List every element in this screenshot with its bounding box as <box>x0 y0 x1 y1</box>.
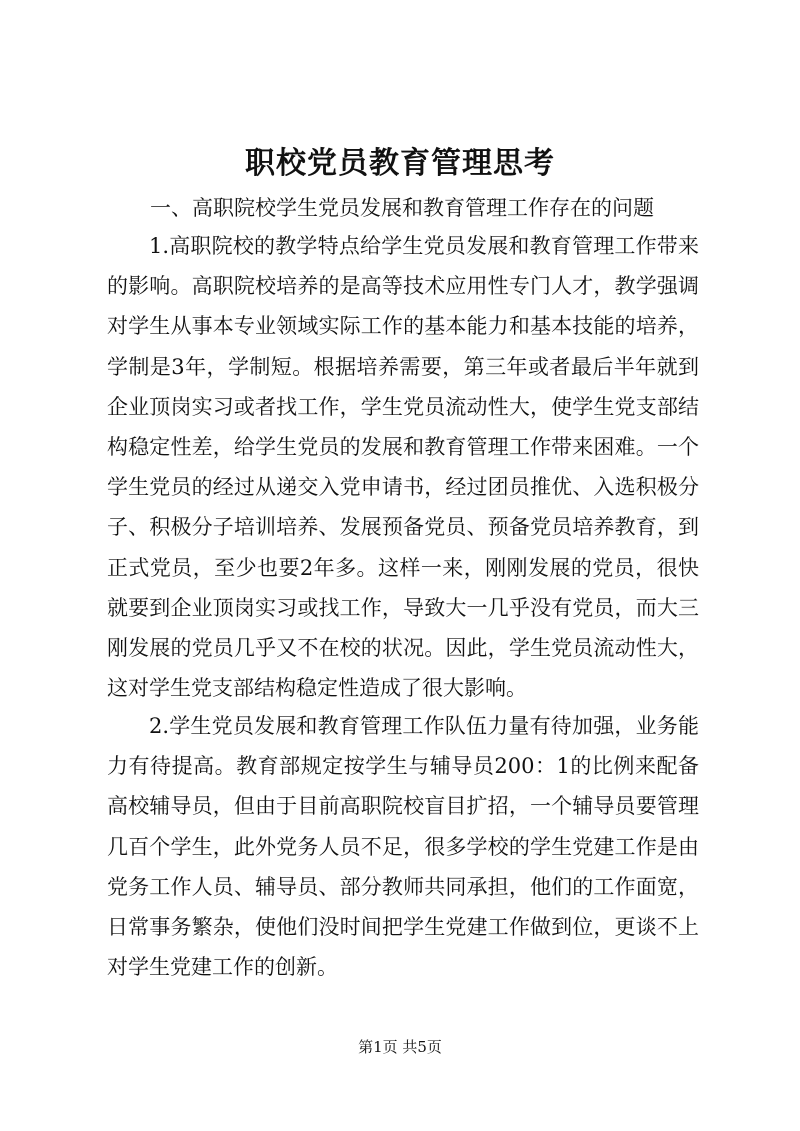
paragraph-1: 1.高职院校的教学特点给学生党员发展和教育管理工作带来的影响。高职院校培养的是高等技术应用性专门人才，教学强调对学生从事本专业领域实际工作的基本能力和基本技能的培养，学制是3年，学制短。根据培养需要，第三年或者最后半年就到企业顶岗实习或者找工作，学生党员流动性大，使学生党支部结构稳定性差，给学生党员的发展和教育管理工作带来困难。一个学生党员的经过从递交入党申请书，经过团员推优、入选积极分子、积极分子培训培养、发展预备党员、预备党员培养教育，到正式党员，至少也要2年多。这样一来，刚刚发展的党员，很快就要到企业顶岗实习或找工作，导致大一几乎没有党员，而大三刚发展的党员几乎又不在校的状况。因此，学生党员流动性大，这对学生党支部结构稳定性造成了很大影响。 <box>107 234 699 701</box>
document-title: 职校党员教育管理思考 <box>245 146 555 181</box>
paragraph-2: 2.学生党员发展和教育管理工作队伍力量有待加强，业务能力有待提高。教育部规定按学生与辅导员200：1的比例来配备高校辅导员，但由于目前高职院校盲目扩招，一个辅导员要管理几百个学生，此外党务人员不足，很多学校的学生党建工作是由党务工作人员、辅导员、部分教师共同承担，他们的工作面宽，日常事务繁杂，使他们没时间把学生党建工作做到位，更谈不上对学生党建工作的创新。 <box>107 714 699 980</box>
section-heading: 一、高职院校学生党员发展和教育管理工作存在的问题 <box>150 196 654 220</box>
page-footer: 第1页 共5页 <box>358 1038 442 1056</box>
